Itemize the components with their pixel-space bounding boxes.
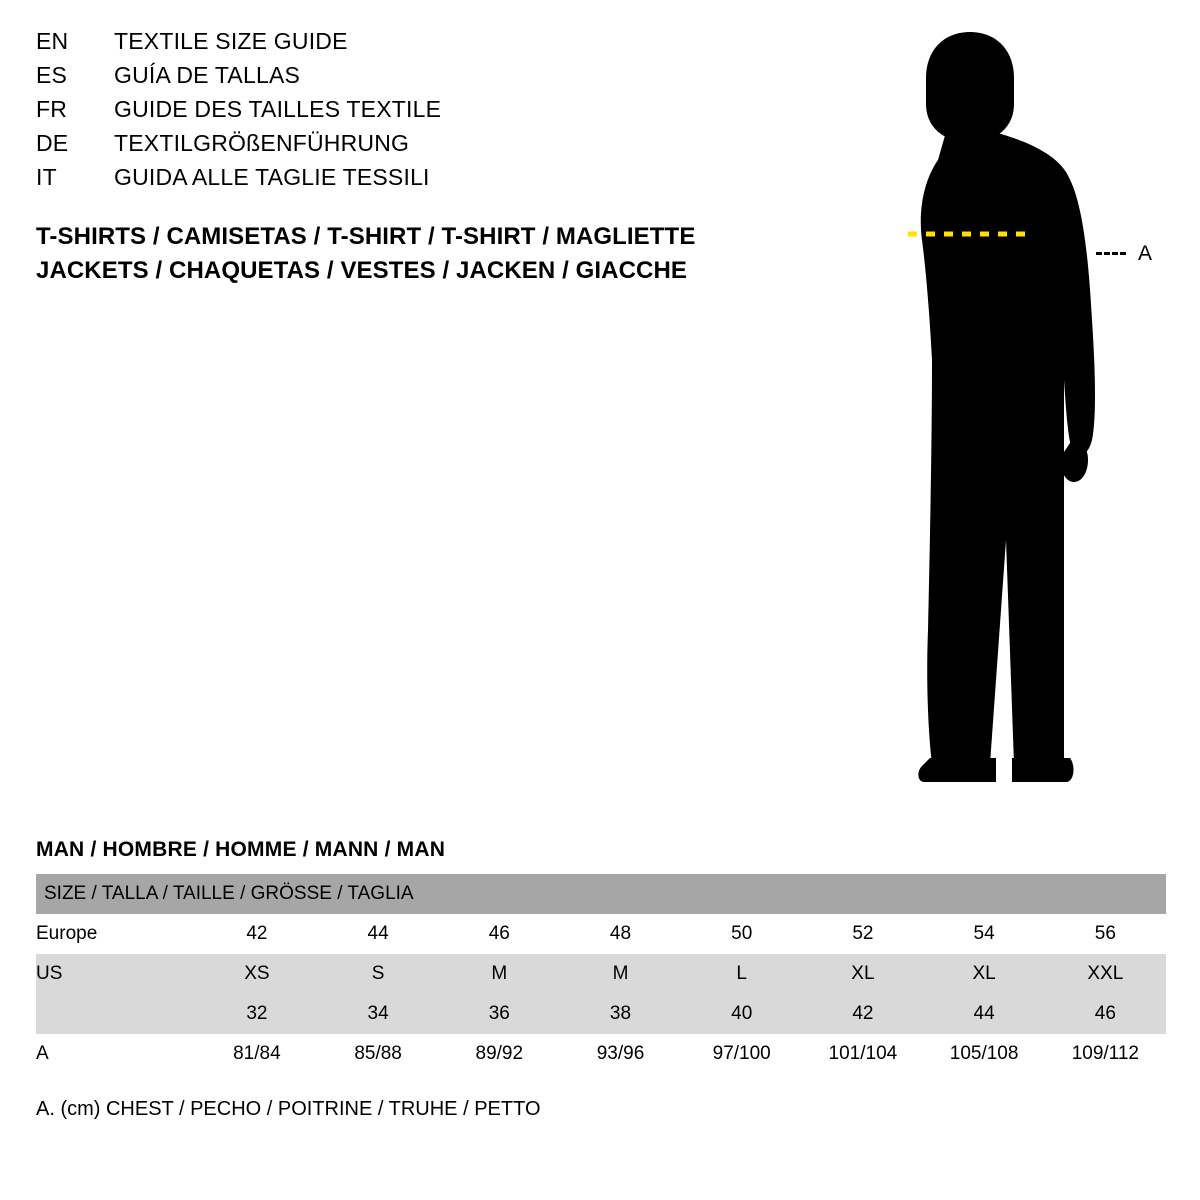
- language-text: GUIDE DES TAILLES TEXTILE: [114, 96, 442, 122]
- size-table: [36, 874, 1166, 1074]
- cell: 93/96: [596, 1043, 645, 1064]
- cell: 85/88: [354, 1043, 402, 1064]
- cell: 32: [246, 1003, 268, 1024]
- row-label: [36, 994, 196, 1034]
- cell: 42: [852, 1003, 874, 1024]
- cell: 50: [731, 923, 753, 944]
- garment-line-jackets: JACKETS / CHAQUETAS / VESTES / JACKEN / GIACCHE: [36, 257, 688, 284]
- cell: 56: [1094, 923, 1116, 944]
- garment-categories: [36, 220, 796, 288]
- cell: 44: [973, 1003, 995, 1024]
- cell: XL: [851, 963, 875, 984]
- measure-leader-line: [1096, 252, 1126, 255]
- cell: L: [736, 963, 747, 984]
- cell: 54: [973, 923, 995, 944]
- language-row: [36, 130, 736, 164]
- language-text: GUIDA ALLE TAGLIE TESSILI: [114, 164, 430, 190]
- cell: 46: [488, 923, 510, 944]
- cell: XXL: [1087, 963, 1124, 984]
- row-label: A: [36, 1043, 49, 1064]
- language-row: [36, 164, 736, 198]
- language-code: DE: [36, 130, 69, 156]
- cell: 34: [367, 1003, 389, 1024]
- table-section-title: MAN / HOMBRE / HOMME / MANN / MAN: [36, 838, 446, 861]
- table-row: [36, 954, 1166, 994]
- cell: XL: [972, 963, 996, 984]
- cell: 101/104: [828, 1043, 898, 1064]
- male-silhouette-icon: [820, 20, 1180, 790]
- row-label: US: [36, 963, 63, 984]
- cell: XS: [244, 963, 270, 984]
- language-list: [36, 28, 736, 198]
- cell: 81/84: [233, 1043, 281, 1064]
- table-row: [36, 914, 1166, 954]
- language-row: [36, 62, 736, 96]
- cell: 97/100: [712, 1043, 771, 1064]
- language-code: IT: [36, 164, 57, 190]
- language-text: TEXTILE SIZE GUIDE: [114, 28, 348, 54]
- cell: 42: [246, 923, 268, 944]
- size-table-section: [36, 838, 1166, 1074]
- cell: S: [371, 963, 385, 984]
- language-text: TEXTILGRÖßENFÜHRUNG: [114, 130, 410, 156]
- language-code: ES: [36, 62, 68, 88]
- row-label: Europe: [36, 923, 98, 944]
- cell: 109/112: [1071, 1043, 1139, 1064]
- cell: 40: [731, 1003, 753, 1024]
- cell: M: [491, 963, 508, 984]
- body-silhouette-figure: [820, 20, 1180, 790]
- language-code: FR: [36, 96, 68, 122]
- table-header-label: SIZE / TALLA / TAILLE / GRÖSSE / TAGLIA: [44, 883, 414, 904]
- cell: 46: [1094, 1003, 1116, 1024]
- cell: M: [612, 963, 629, 984]
- language-text: GUÍA DE TALLAS: [114, 62, 301, 88]
- cell: 52: [852, 923, 874, 944]
- cell: 36: [488, 1003, 510, 1024]
- cell: 44: [367, 923, 389, 944]
- table-row: [36, 994, 1166, 1034]
- language-code: EN: [36, 28, 69, 54]
- language-row: [36, 96, 736, 130]
- cell: 38: [609, 1003, 632, 1024]
- cell: 48: [609, 923, 632, 944]
- garment-line-tshirts: T-SHIRTS / CAMISETAS / T-SHIRT / T-SHIRT / MAGLIETTE: [36, 223, 696, 250]
- table-header-row: [36, 874, 1166, 914]
- table-row: [36, 1034, 1166, 1074]
- cell: 89/92: [475, 1043, 524, 1064]
- language-row: [36, 28, 736, 62]
- footnote-chest-measure: A. (cm) CHEST / PECHO / POITRINE / TRUHE / PETTO: [36, 1098, 541, 1120]
- cell: 105/108: [949, 1043, 1019, 1064]
- measure-label-a: A: [1138, 242, 1153, 265]
